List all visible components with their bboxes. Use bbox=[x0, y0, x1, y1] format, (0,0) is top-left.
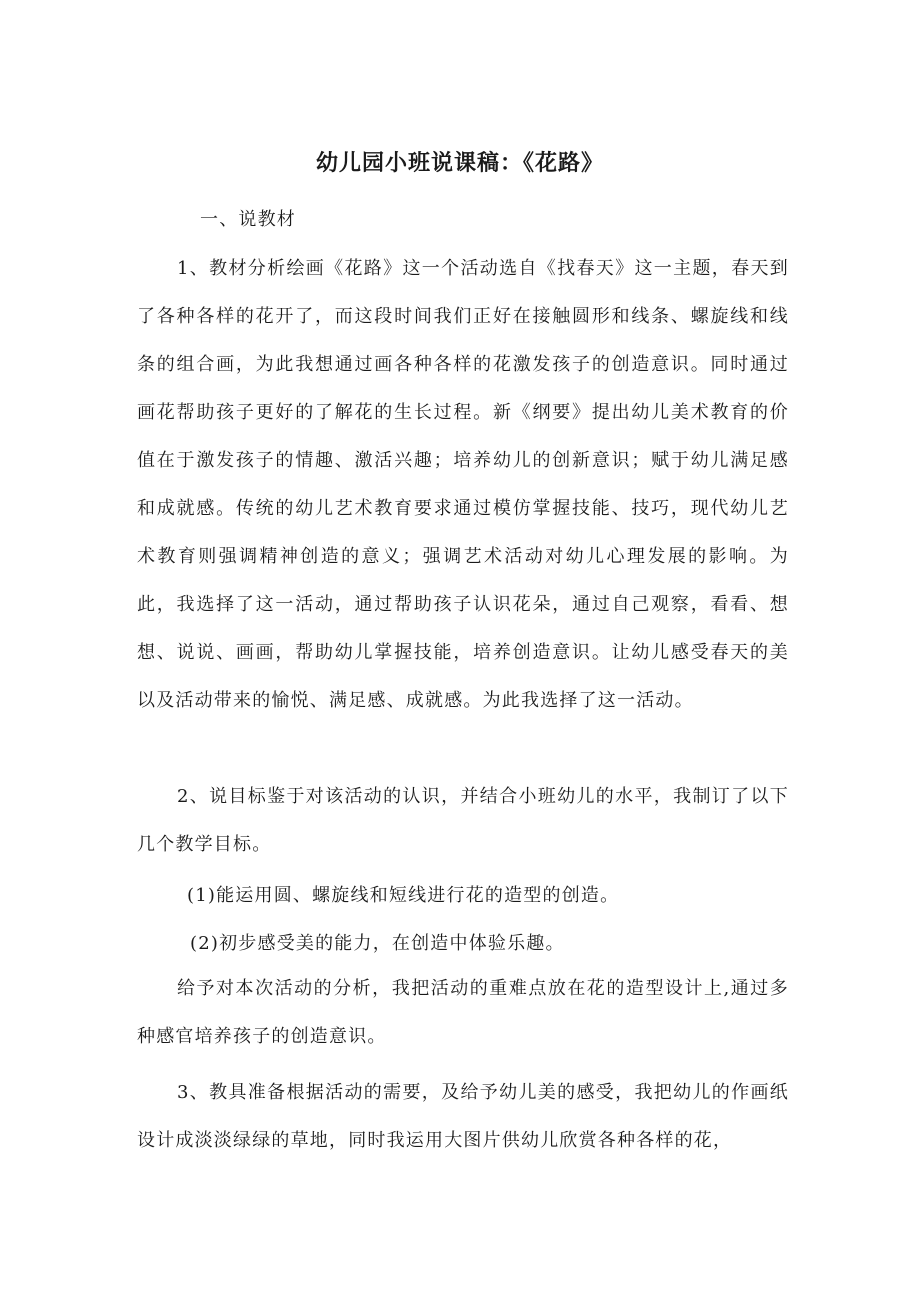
paragraph-teaching-aids: 3、教具准备根据活动的需要，及给予幼儿美的感受，我把幼儿的作画纸设计成淡淡绿绿的草地，同时我运用大图片供幼儿欣赏各种各样的花， bbox=[137, 1082, 789, 1151]
paragraph-key-points: 给予对本次活动的分析，我把活动的重难点放在花的造型设计上,通过多种感官培养孩子的创造意识。 bbox=[137, 978, 789, 1047]
document-title: 幼儿园小班说课稿：《花路》 bbox=[315, 151, 604, 176]
section-heading-teaching-material: 一、说教材 bbox=[200, 209, 296, 230]
paragraph-material-analysis: 1、教材分析绘画《花路》这一个活动选自《找春天》这一主题，春天到了各种各样的花开了，而这段时间我们正好在接触圆形和线条、螺旋线和线条的组合画，为此我想通过画各种各样的花激发孩子的创造意识。同时通过画花帮助孩子更好的了解花的生长过程。新《纲要》提出幼儿美术教育的价值在于激发孩子的情趣、激活兴趣；培养幼儿的创新意识；赋于幼儿满足感和成就感。传统的幼儿艺术教育要求通过模仿掌握技能、技巧，现代幼儿艺术教育则强调精神创造的意义；强调艺术活动对幼儿心理发展的影响。为此，我选择了这一活动，通过帮助孩子认识花朵，通过自己观察，看看、想想、说说、画画，帮助幼儿掌握技能，培养创造意识。让幼儿感受春天的美以及活动带来的愉悦、满足感、成就感。为此我选择了这一活动。 bbox=[137, 258, 789, 711]
paragraph-teaching-goals: 2、说目标鉴于对该活动的认识，并结合小班幼儿的水平，我制订了以下几个教学目标。 bbox=[137, 786, 789, 855]
goal-item-2: (2)初步感受美的能力，在创造中体验乐趣。 bbox=[190, 933, 565, 954]
goal-item-1: (1)能运用圆、螺旋线和短线进行花的造型的创造。 bbox=[187, 885, 620, 906]
